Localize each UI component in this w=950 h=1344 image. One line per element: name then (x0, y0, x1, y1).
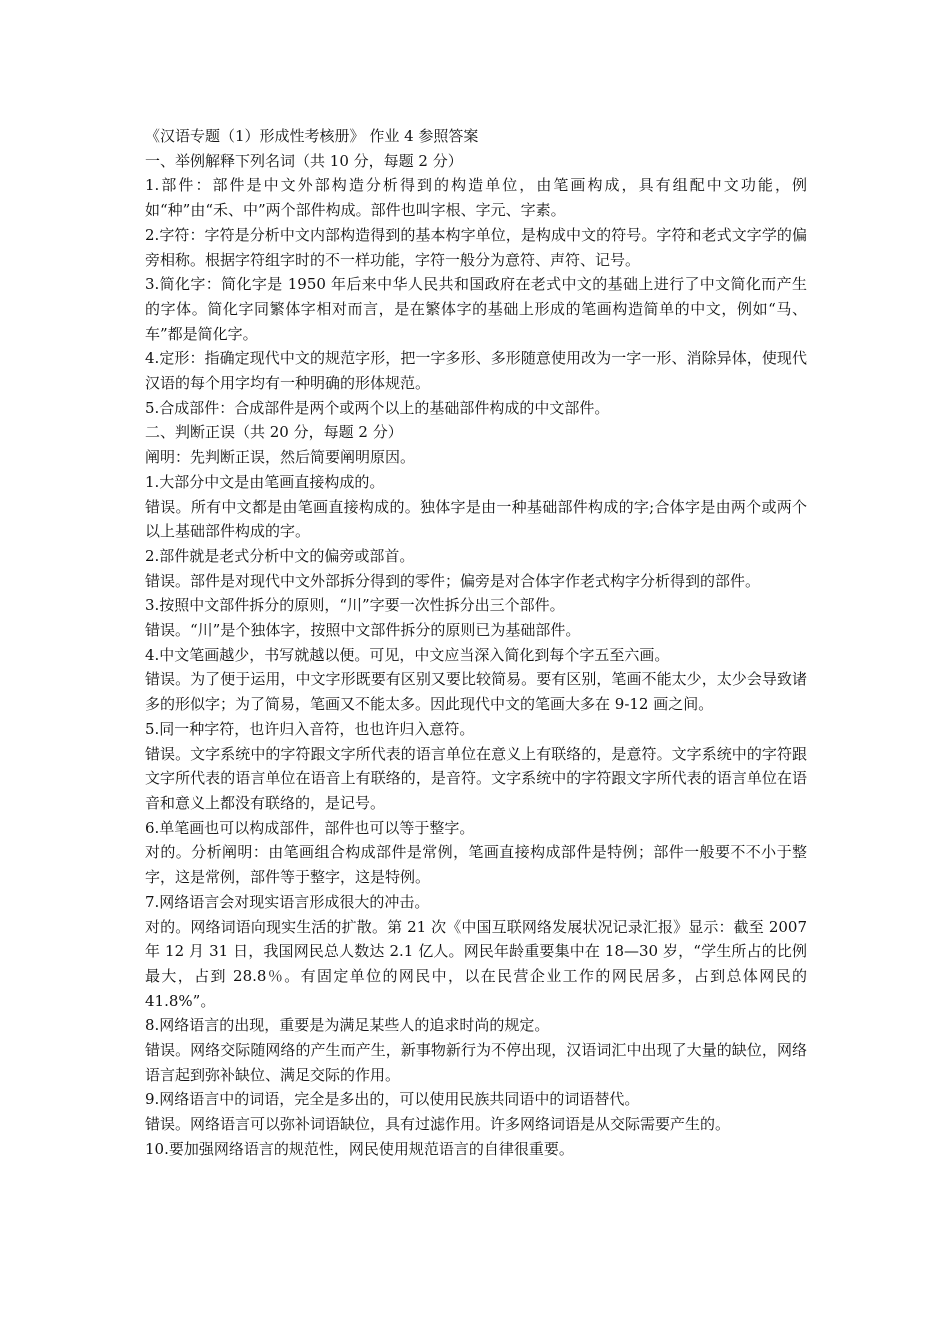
question-9: 9.网络语言中的词语，完全是多出的，可以使用民族共同语中的词语替代。 (145, 1090, 640, 1109)
section-heading-1: 一、举例解释下列名词（共 10 分，每题 2 分） (145, 151, 463, 170)
answer-5: 错误。文字系统中的字符跟文字所代表的语言单位在意义上有联络的，是意符。文字系统中的字符跟文字所代表的语言单位在语音上有联络的，是音符。文字系统中的字符跟文字所代表的语言单位在语音和意义上都没有联络的，是记号。 (145, 744, 807, 812)
definition-zifu: 2.字符：字符是分析中文内部构造得到的基本构字单位，是构成中文的符号。字符和老式文字学的偏旁相称。根据字符组字时的不一样功能，字符一般分为意符、声符、记号。 (145, 225, 807, 269)
question-1: 1.大部分中文是由笔画直接构成的。 (145, 472, 385, 491)
definition-bujian: 1.部件：部件是中文外部构造分析得到的构造单位，由笔画构成，具有组配中文功能，例如“种”由“禾、中”两个部件构成。部件也叫字根、字元、字素。 (145, 176, 807, 220)
answer-1: 错误。所有中文都是由笔画直接构成的。独体字是由一种基础部件构成的字;合体字是由两个或两个以上基础部件构成的字。 (145, 497, 807, 541)
question-5: 5.同一种字符，也许归入音符，也也许归入意符。 (145, 719, 475, 738)
document-body (145, 124, 807, 1162)
definition-hecheng-bujian: 5.合成部件：合成部件是两个或两个以上的基础部件构成的中文部件。 (145, 398, 610, 417)
question-8: 8.网络语言的出现，重要是为满足某些人的追求时尚的规定。 (145, 1016, 550, 1035)
document-title: 《汉语专题（1）形成性考核册》 作业 4 参照答案 (145, 127, 479, 145)
answer-3: 错误。“川”是个独体字，按照中文部件拆分的原则已为基础部件。 (145, 621, 581, 640)
question-2: 2.部件就是老式分析中文的偏旁或部首。 (145, 546, 415, 565)
definition-jianhuazi: 3.简化字：简化字是 1950 年后来中华人民共和国政府在老式中文的基础上进行了中文简化而产生的字体。简化字同繁体字相对而言，是在繁体字的基础上形成的笔画构造简单的中文，例如“马、车”都是简化字。 (145, 275, 807, 343)
definition-dingxing: 4.定形：指确定现代中文的规范字形，把一字多形、多形随意使用改为一字一形、消除异体，使现代汉语的每个用字均有一种明确的形体规范。 (145, 349, 807, 393)
answer-7: 对的。网络词语向现实生活的扩散。第 21 次《中国互联网络发展状况记录汇报》显示：截至 2007 年 12 月 31 日，我国网民总人数达 2.1 亿人。网民年龄重要集中在 18—30 岁，“学生所占的比例最大，占到 28.8％。有固定单位的网民中，以在民营企业工作的网民居多，占到总体网民的 41.8%”。 (145, 917, 807, 1010)
section-instruction: 阐明：先判断正误，然后简要阐明原因。 (145, 448, 416, 467)
answer-4: 错误。为了便于运用，中文字形既要有区别又要比较简易。要有区别，笔画不能太少，太少会导致诸多的形似字；为了简易，笔画又不能太多。因此现代中文的笔画大多在 9-12 画之间。 (145, 670, 807, 714)
question-7: 7.网络语言会对现实语言形成很大的冲击。 (145, 892, 430, 911)
answer-8: 错误。网络交际随网络的产生而产生，新事物新行为不停出现，汉语词汇中出现了大量的缺位，网络语言起到弥补缺位、满足交际的作用。 (145, 1041, 807, 1084)
question-6: 6.单笔画也可以构成部件，部件也可以等于整字。 (145, 818, 475, 837)
answer-9: 错误。网络语言可以弥补词语缺位，具有过滤作用。许多网络词语是从交际需要产生的。 (145, 1115, 731, 1134)
answer-2: 错误。部件是对现代中文外部拆分得到的零件；偏旁是对合体字作老式构字分析得到的部件。 (145, 571, 761, 590)
section-heading-2: 二、判断正误（共 20 分，每题 2 分） (145, 423, 403, 442)
question-3: 3.按照中文部件拆分的原则，“川”字要一次性拆分出三个部件。 (145, 596, 565, 615)
question-10: 10.要加强网络语言的规范性，网民使用规范语言的自律很重要。 (145, 1139, 574, 1158)
question-4: 4.中文笔画越少，书写就越以便。可见，中文应当深入简化到每个字五至六画。 (145, 645, 670, 664)
answer-6: 对的。分析阐明：由笔画组合构成部件是常例，笔画直接构成部件是特例；部件一般要不不小于整字，这是常例，部件等于整字，这是特例。 (145, 843, 807, 887)
